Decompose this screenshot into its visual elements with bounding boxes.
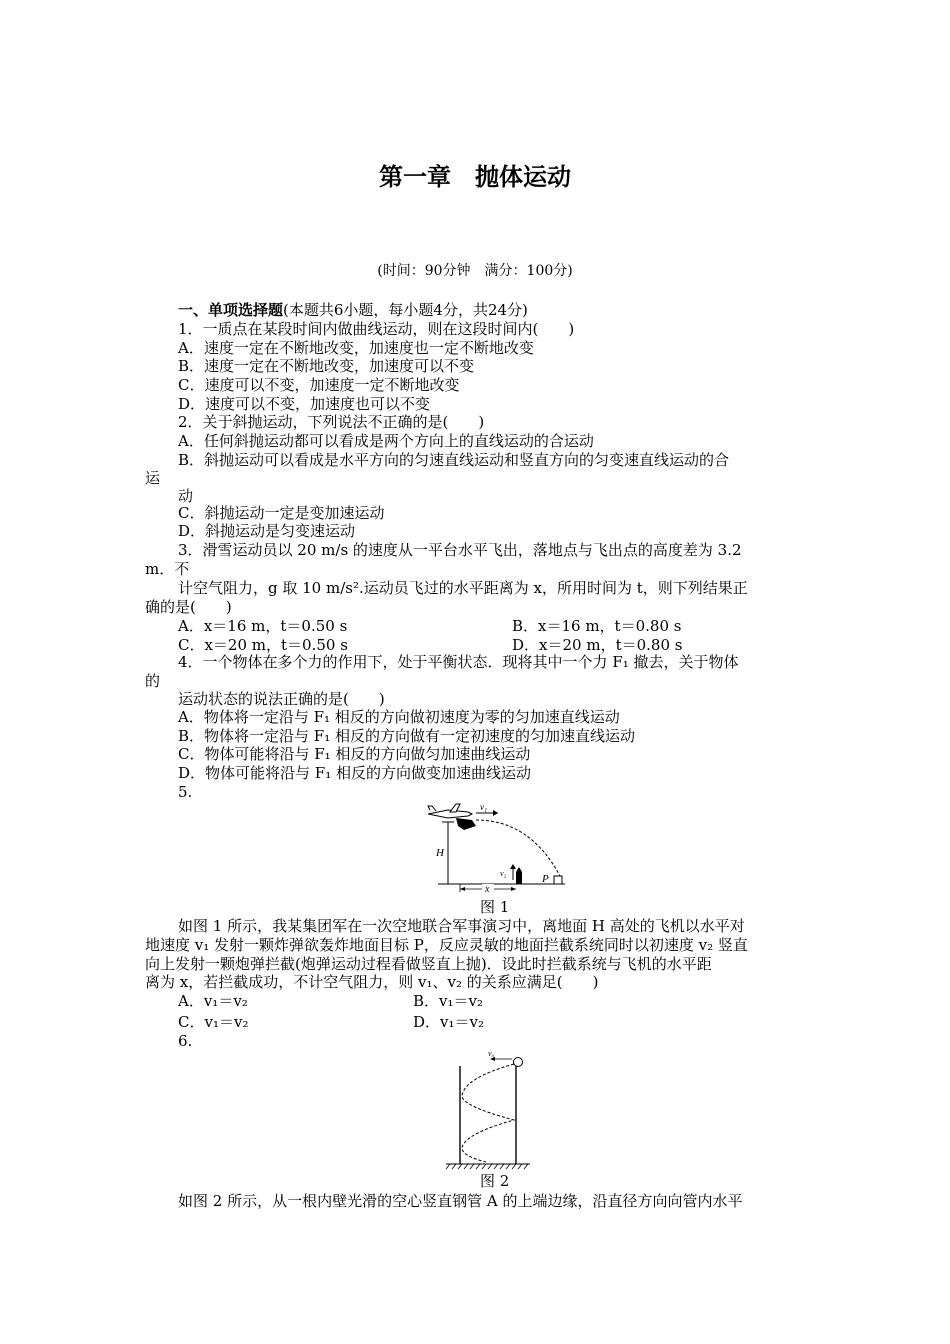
q5-line-2: 地速度 v₁ 发射一颗炸弹欲轰炸地面目标 P，反应灵敏的地面拦截系统同时以初速度 v₂ 竖直 (145, 936, 748, 954)
fig1-v2-label: v₂ (500, 869, 507, 878)
q5-line-4: 离为 x，若拦截成功，不计空气阻力，则 v₁、v₂ 的关系应满足( ) (145, 973, 599, 991)
section-heading-note: (本题共6小题，每小题4分，共24分) (283, 301, 528, 319)
q3-option-a: A．x＝16 m，t＝0.50 s (178, 617, 348, 635)
q1-option-c: C．速度可以不变，加速度一定不断地改变 (178, 376, 460, 394)
q1-option-d: D．速度可以不变，加速度也可以不变 (178, 395, 431, 413)
q5-number: 5. (178, 783, 193, 801)
q2-option-a: A．任何斜抛运动都可以看成是两个方向上的直线运动的合运动 (178, 432, 594, 450)
q5-line-1: 如图 1 所示，我某集团军在一次空地联合军事演习中，离地面 H 高处的飞机以水平对 (178, 917, 745, 935)
q4-line-1: 4．一个物体在多个力的作用下，处于平衡状态．现将其中一个力 F₁ 撤去，关于物体 (178, 653, 739, 671)
ball-icon (514, 1058, 523, 1067)
section-heading (178, 301, 528, 319)
q2-option-b-wrap: 运 (145, 469, 161, 487)
figure-2-caption: 图 2 (480, 1172, 510, 1190)
q3-line-2: m．不 (145, 560, 190, 578)
q3-option-b: B．x＝16 m，t＝0.80 s (512, 617, 682, 635)
q5-option-c: C．v₁＝v₂ (178, 1013, 249, 1031)
q5-line-3: 向上发射一颗炮弹拦截(炮弹运动过程看做竖直上抛)．设此时拦截系统与飞机的水平距 (145, 955, 712, 973)
q2-option-c: C．斜抛运动一定是变加速运动 (178, 504, 385, 522)
q6-number: 6. (178, 1032, 193, 1050)
q3-line-4: 确的是( ) (145, 598, 232, 616)
q5-option-d: D．v₁＝v₂ (413, 1013, 485, 1031)
q1-option-a: A．速度一定在不断地改变，加速度也一定不断地改变 (178, 339, 534, 357)
fig1-H-label: H (436, 847, 444, 859)
q2-option-d: D．斜抛运动是匀变速运动 (178, 522, 356, 540)
q3-option-d: D．x＝20 m，t＝0.80 s (512, 636, 683, 654)
q4-option-d: D．物体可能将沿与 F₁ 相反的方向做变加速曲线运动 (178, 764, 531, 782)
figure-2-pipe-diagram (440, 1048, 535, 1172)
q4-line-2: 的 (145, 672, 161, 690)
q4-option-b: B．物体将一定沿与 F₁ 相反的方向做有一定初速度的匀加速直线运动 (178, 727, 635, 745)
q2-option-b: B．斜抛运动可以看成是水平方向的匀速直线运动和竖直方向的匀变速直线运动的合 (178, 451, 730, 469)
q3-option-c: C．x＝20 m，t＝0.50 s (178, 636, 348, 654)
q3-line-1: 3．滑雪运动员以 20 m/s 的速度从一平台水平飞出，落地点与飞出点的高度差为 3.2 (178, 541, 742, 559)
q2-option-b-end: 动 (178, 487, 194, 505)
q4-option-c: C．物体可能将沿与 F₁ 相反的方向做匀加速曲线运动 (178, 745, 531, 763)
fig1-P-label: P (542, 873, 549, 885)
q5-option-b: B．v₁＝v₂ (413, 992, 483, 1010)
airplane-icon (428, 804, 476, 830)
figure-1-caption: 图 1 (480, 898, 510, 916)
section-heading-label: 一、单项选择题 (178, 301, 284, 319)
fig1-x-label: x (485, 884, 490, 892)
launcher-icon (516, 867, 522, 884)
fig1-v1-label: v₁ (480, 802, 488, 812)
q3-line-3: 计空气阻力，g 取 10 m/s².运动员飞过的水平距离为 x，所用时间为 t，则下列结果正 (178, 579, 748, 597)
q1-stem: 1．一质点在某段时间内做曲线运动，则在这段时间内( ) (178, 320, 575, 338)
q4-option-a: A．物体将一定沿与 F₁ 相反的方向做初速度为零的匀加速直线运动 (178, 708, 620, 726)
exam-time-line: (时间：90分钟 满分：100分) (377, 263, 573, 279)
q5-option-a: A．v₁＝v₂ (178, 992, 248, 1010)
figure-1-airplane-diagram (420, 800, 570, 892)
q1-option-b: B．速度一定在不断地改变，加速度可以不变 (178, 357, 475, 375)
target-icon (554, 876, 562, 884)
q6-line-1: 如图 2 所示，从一根内壁光滑的空心竖直钢管 A 的上端边缘，沿直径方向向管内水平 (178, 1192, 743, 1210)
q4-line-3: 运动状态的说法正确的是( ) (178, 690, 385, 708)
fig2-v0-label: v₀ (488, 1049, 495, 1058)
q2-stem: 2．关于斜抛运动，下列说法不正确的是( ) (178, 413, 485, 431)
page-title: 第一章 抛体运动 (379, 163, 571, 191)
